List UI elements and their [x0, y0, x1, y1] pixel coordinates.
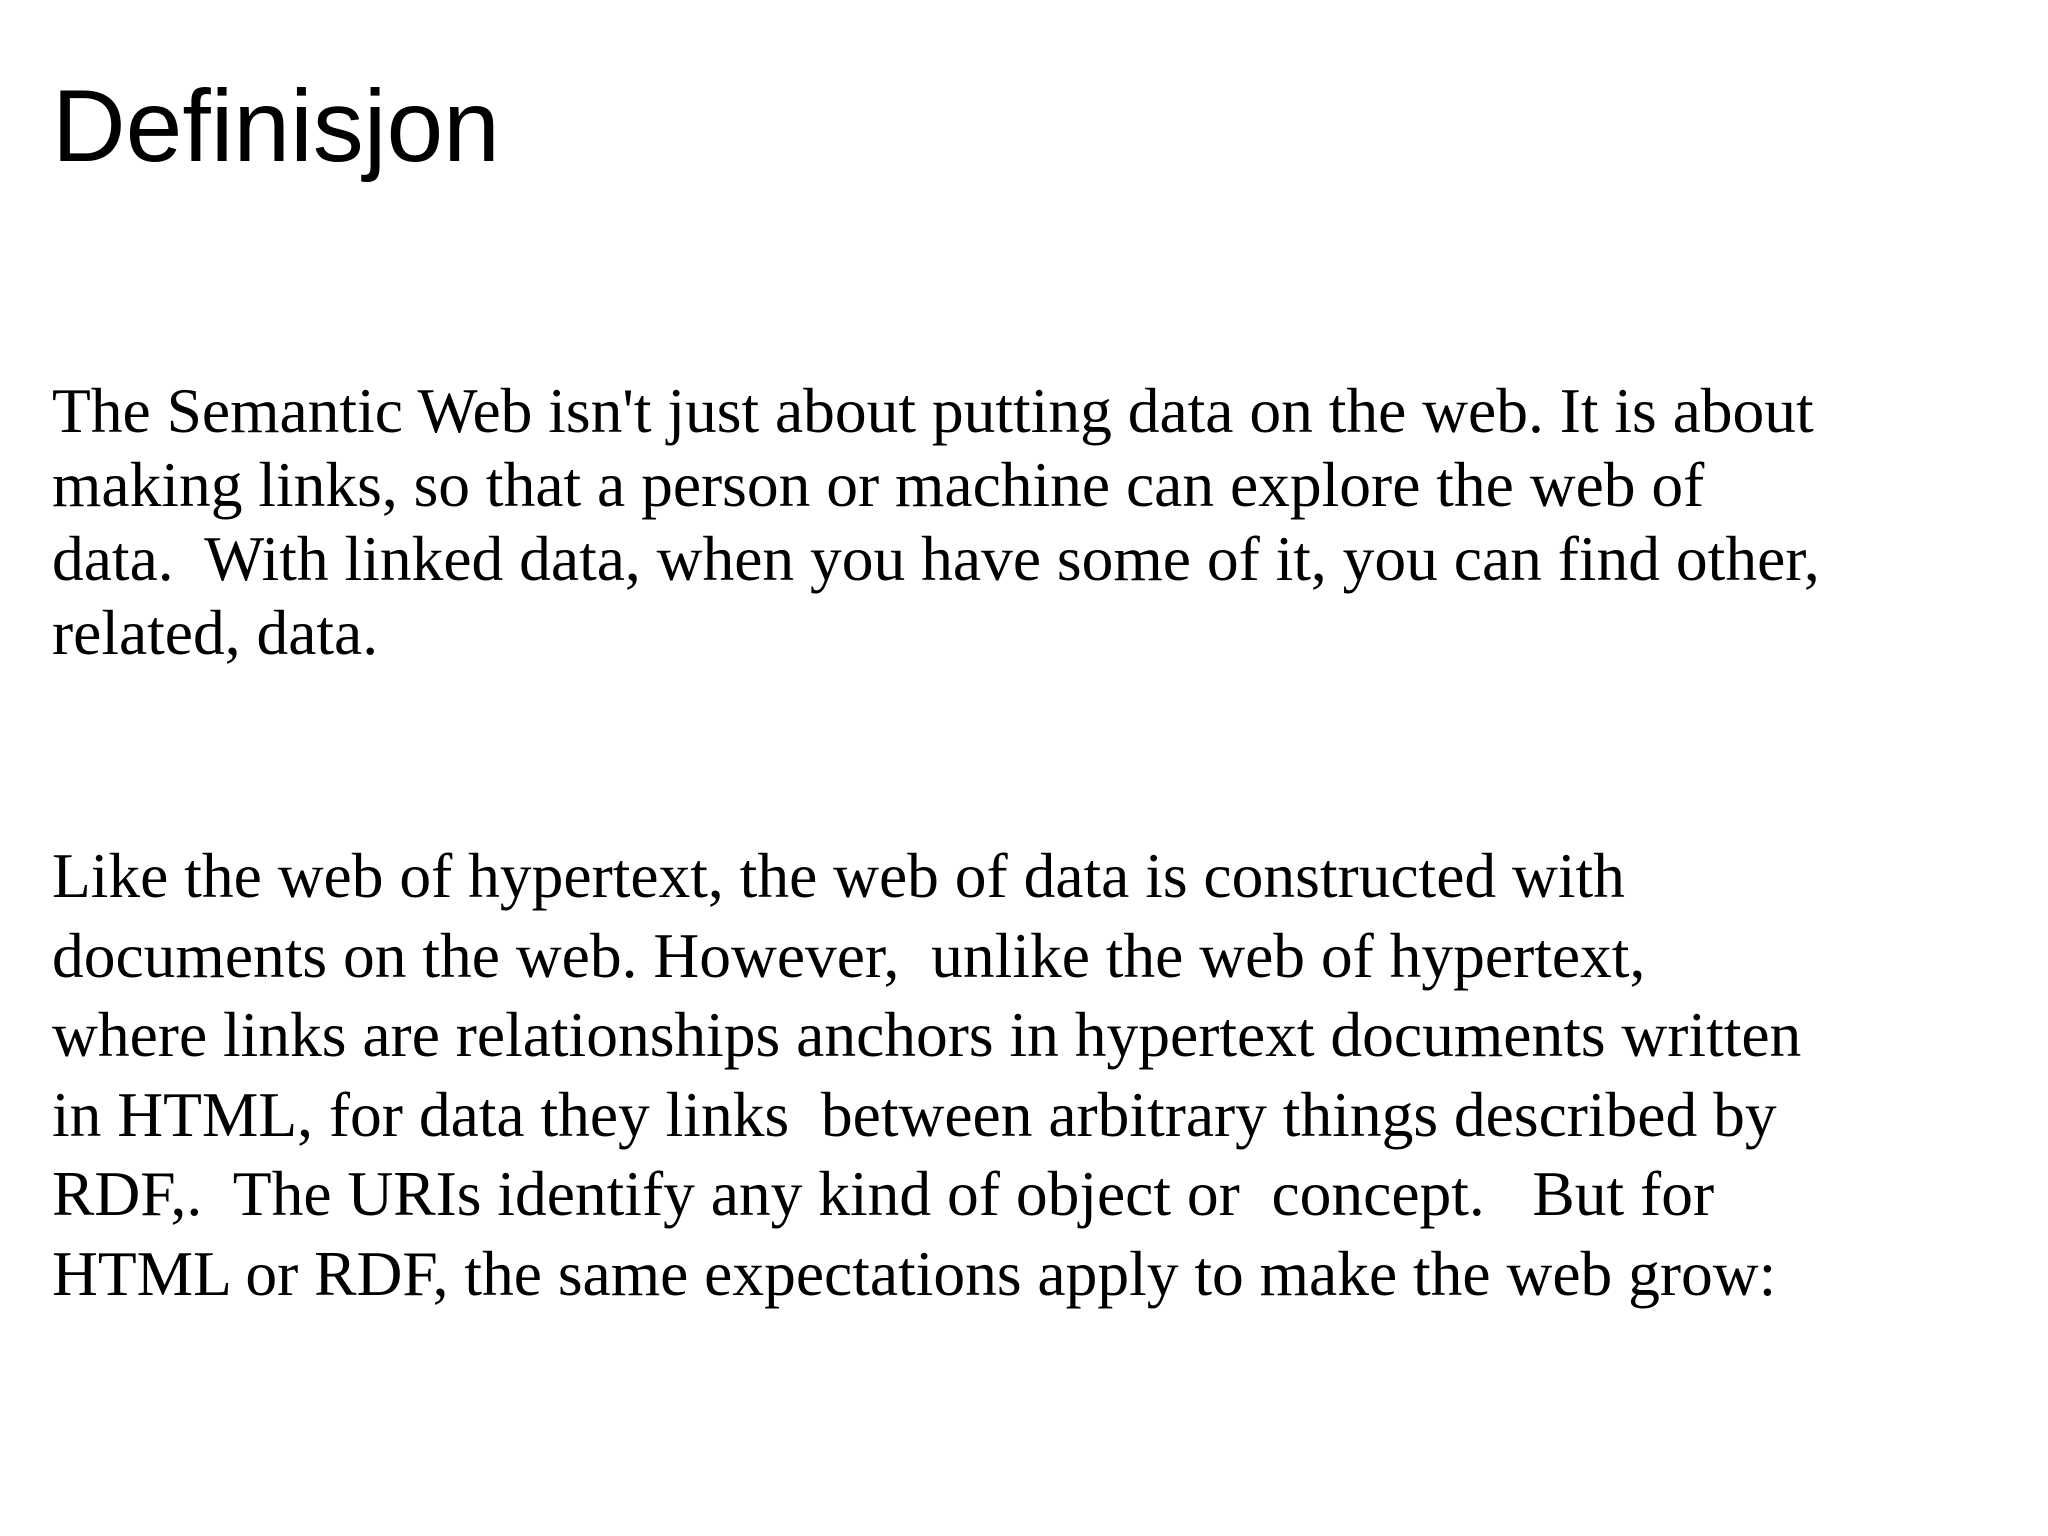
paragraph-2-line: documents on the web. However, unlike the web of hypertext,	[52, 919, 1646, 991]
paragraph-1-line: The Semantic Web isn't just about putting data on the web. It is about	[52, 375, 1814, 446]
paragraph-2-line: where links are relationships anchors in hypertext documents written	[52, 999, 1802, 1070]
definition-paragraph-2	[52, 836, 2032, 1313]
paragraph-2-line: HTML or RDF, the same expectations apply to make the web grow:	[52, 1237, 1777, 1309]
paragraph-1-line: related, data.	[52, 597, 379, 668]
paragraph-1-line: making links, so that a person or machine can explore the web of	[52, 449, 1705, 520]
paragraph-1-line: data. With linked data, when you have some of it, you can find other,	[52, 523, 1820, 594]
paragraph-2-line: Like the web of hypertext, the web of data is constructed with	[52, 840, 1625, 911]
paragraph-2-line: in HTML, for data they links between arbitrary things described by	[52, 1078, 1777, 1150]
slide-title: Definisjon	[52, 69, 500, 183]
paragraph-2-line: RDF,. The URIs identify any kind of object or concept. But for	[52, 1158, 1715, 1229]
definition-paragraph-1	[52, 374, 2032, 670]
